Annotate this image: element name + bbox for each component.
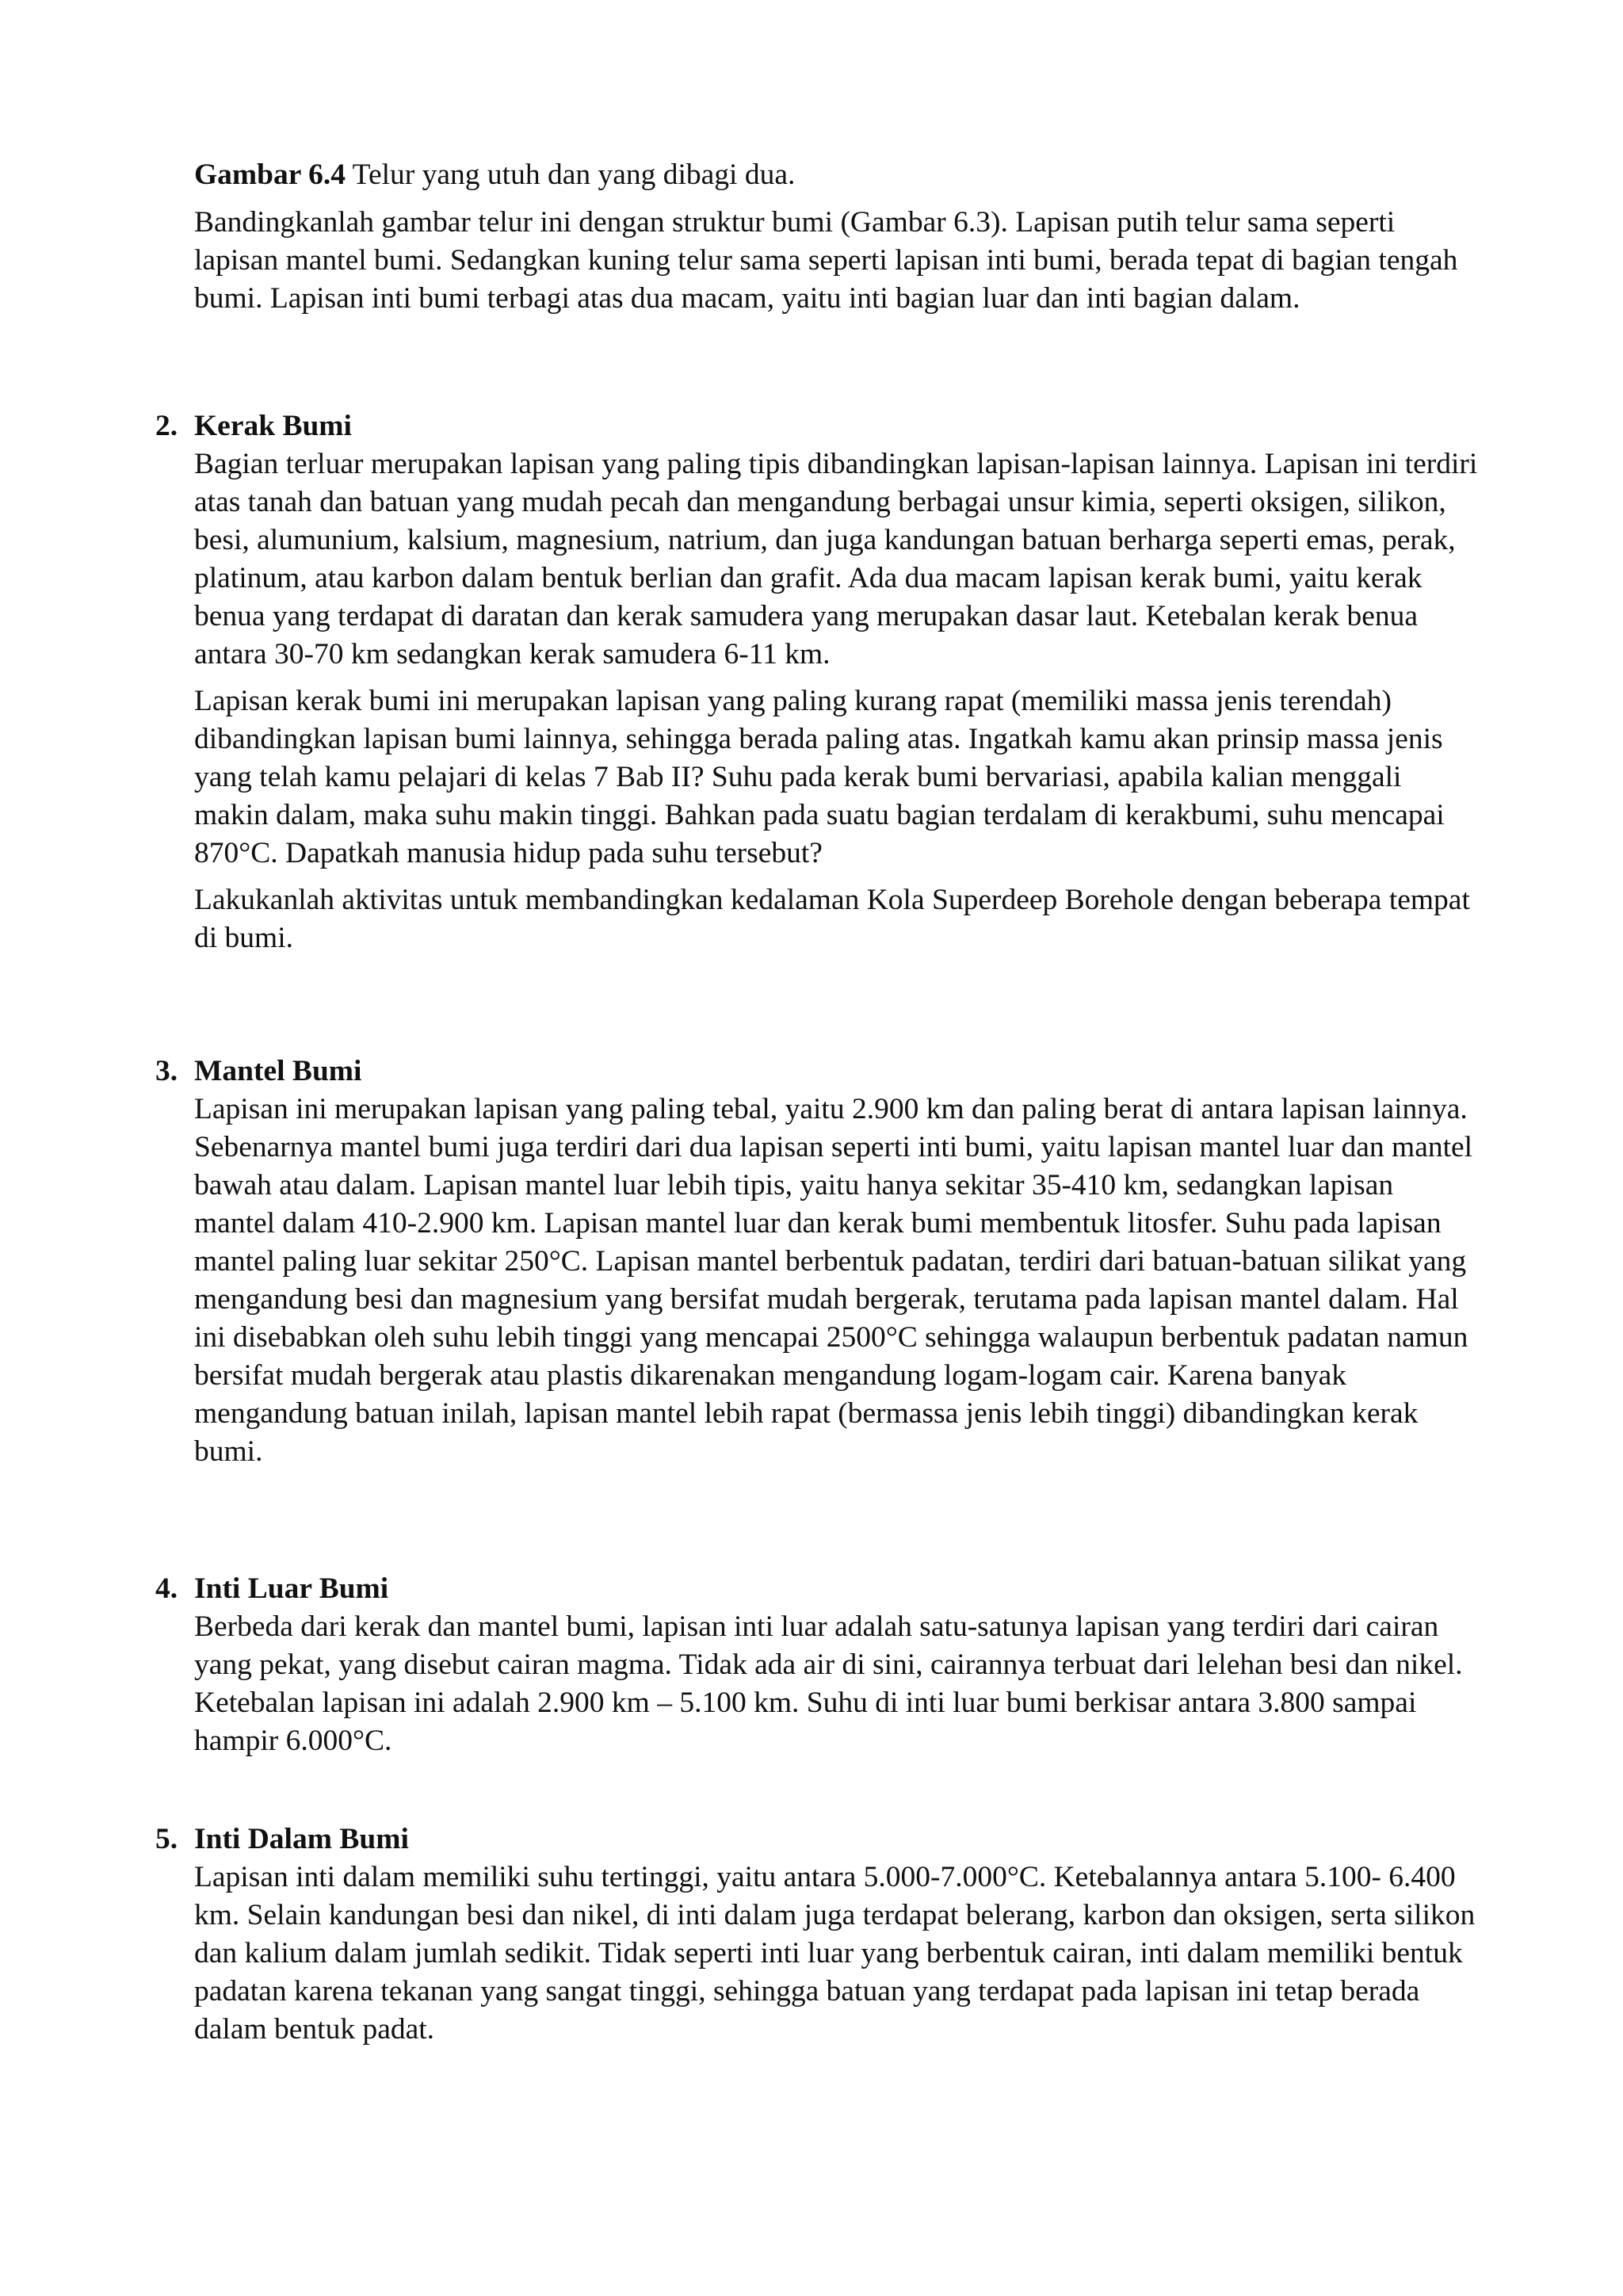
section-number: 4. xyxy=(155,1572,178,1605)
figure-caption-block xyxy=(194,156,1478,318)
section-heading xyxy=(155,1570,1479,1608)
section-inti-dalam-bumi xyxy=(155,1820,1479,2049)
section-kerak-bumi xyxy=(155,407,1479,957)
section-inti-luar-bumi xyxy=(155,1570,1479,1760)
section-body xyxy=(194,445,1479,957)
section-title: Kerak Bumi xyxy=(194,410,352,442)
section-paragraph: Lapisan kerak bumi ini merupakan lapisan yang paling kurang rapat (memiliki massa jenis terendah) dibandingkan lapisan bumi lainnya, sehingga berada paling atas. Ingatkah kamu akan prinsip massa jenis yang telah kamu pelajari di kelas 7 Bab II? Suhu pada kerak bumi bervariasi, apabila kalian menggali makin dalam, maka suhu makin tinggi. Bahkan pada suatu bagian terdalam di kerakbumi, suhu mencapai 870°C. Dapatkah manusia hidup pada suhu tersebut? xyxy=(194,685,1445,869)
section-number: 3. xyxy=(155,1055,178,1087)
section-heading xyxy=(155,1820,1479,1859)
section-number: 5. xyxy=(155,1823,178,1855)
section-paragraph: Bagian terluar merupakan lapisan yang paling tipis dibandingkan lapisan-lapisan lainnya. Lapisan ini terdiri atas tanah dan batuan yang mudah pecah dan mengandung berbagai unsur kimia, seperti oksigen, silikon, besi, alumunium, kalsium, magnesium, natrium, dan juga kandungan batuan berharga seperti emas, perak, platinum, atau karbon dalam bentuk berlian dan grafit. Ada dua macam lapisan kerak bumi, yaitu kerak benua yang terdapat di daratan dan kerak samudera yang merupakan dasar laut. Ketebalan kerak benua antara 30-70 km sedangkan kerak samudera 6-11 km. xyxy=(194,448,1478,670)
section-body xyxy=(194,1091,1479,1471)
section-number: 2. xyxy=(155,410,178,442)
section-paragraph: Lapisan inti dalam memiliki suhu tertinggi, yaitu antara 5.000-7.000°C. Ketebalannya antara 5.100- 6.400 km. Selain kandungan besi dan nikel, di inti dalam juga terdapat belerang, karbon dan oksigen, serta silikon dan kalium dalam jumlah sedikit. Tidak seperti inti luar yang berbentuk cairan, inti dalam memiliki bentuk padatan karena tekanan yang sangat tinggi, sehingga batuan yang terdapat pada lapisan ini tetap berada dalam bentuk padat. xyxy=(194,1861,1476,2046)
section-paragraph: Lakukanlah aktivitas untuk membandingkan kedalaman Kola Superdeep Borehole dengan beberapa tempat di bumi. xyxy=(194,884,1470,954)
section-paragraph: Lapisan ini merupakan lapisan yang paling tebal, yaitu 2.900 km dan paling berat di antara lapisan lainnya. Sebenarnya mantel bumi juga terdiri dari dua lapisan seperti inti bumi, yaitu lapisan mantel luar dan mantel bawah atau dalam. Lapisan mantel luar lebih tipis, yaitu hanya sekitar 35-410 km, sedangkan lapisan mantel dalam 410-2.900 km. Lapisan mantel luar dan kerak bumi membentuk litosfer. Suhu pada lapisan mantel paling luar sekitar 250°C. Lapisan mantel berbentuk padatan, terdiri dari batuan-batuan silikat yang mengandung besi dan magnesium yang bersifat mudah bergerak, terutama pada lapisan mantel dalam. Hal ini disebabkan oleh suhu lebih tinggi yang mencapai 2500°C sehingga walaupun berbentuk padatan namun bersifat mudah bergerak atau plastis dikarenakan mengandung logam-logam cair. Karena banyak mengandung batuan inilah, lapisan mantel lebih rapat (bermassa jenis lebih tinggi) dibandingkan kerak bumi. xyxy=(194,1093,1473,1468)
section-body xyxy=(194,1859,1479,2049)
section-title: Inti Luar Bumi xyxy=(194,1572,389,1605)
section-paragraph: Berbeda dari kerak dan mantel bumi, lapisan inti luar adalah satu-satunya lapisan yang terdiri dari cairan yang pekat, yang disebut cairan magma. Tidak ada air di sini, cairannya terbuat dari lelehan besi dan nikel. Ketebalan lapisan ini adalah 2.900 km – 5.100 km. Suhu di inti luar bumi berkisar antara 3.800 sampai hampir 6.000°C. xyxy=(194,1610,1463,1757)
section-heading xyxy=(155,407,1479,445)
figure-caption-text: Telur yang utuh dan yang dibagi dua. xyxy=(345,159,796,191)
figure-caption xyxy=(194,156,1478,194)
section-heading xyxy=(155,1052,1479,1091)
section-title: Mantel Bumi xyxy=(194,1055,362,1087)
section-body xyxy=(194,1608,1479,1760)
section-mantel-bumi xyxy=(155,1052,1479,1471)
intro-paragraph: Bandingkanlah gambar telur ini dengan struktur bumi (Gambar 6.3). Lapisan putih telur sama seperti lapisan mantel bumi. Sedangkan kuning telur sama seperti lapisan inti bumi, berada tepat di bagian tengah bumi. Lapisan inti bumi terbagi atas dua macam, yaitu inti bagian luar dan inti bagian dalam. xyxy=(194,206,1458,315)
section-title: Inti Dalam Bumi xyxy=(194,1823,409,1855)
figure-caption-label: Gambar 6.4 xyxy=(194,159,346,191)
